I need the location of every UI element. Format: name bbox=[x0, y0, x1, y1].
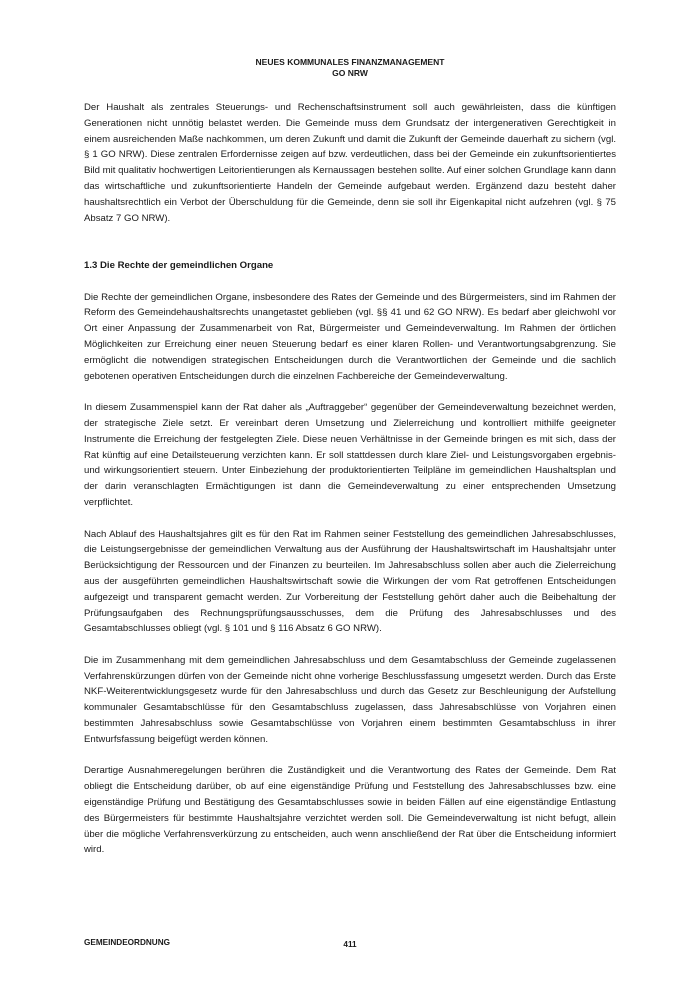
section-paragraph-4: Die im Zusammenhang mit dem gemeindlichen Jahresabschluss und dem Gesamtabschluss der Gemeinde zugelassenen Verfahrenskürzungen dürfen von der Gemeinde nicht ohne vorherige Beschlussfassung umgesetzt werden. Durch das Erste NKF-Weiterentwicklungsgesetz wurde für den Jahresabschluss und durch das Gesetz zur Beschleunigung der Aufstellung kommunaler Gesamtabschlüsse für den Gesamtabschluss zugelassen, dass Jahresabschlüsse von Vorjahren einen bestimmten Jahresabschluss sowie Gesamtabschlüsse von Vorjahren einem bestimmten Gesamtabschluss in ihrer Entwurfsfassung beigefügt werden können. bbox=[84, 654, 616, 745]
section-paragraph-3: Nach Ablauf des Haushaltsjahres gilt es für den Rat im Rahmen seiner Feststellung des gemeindlichen Jahresabschlusses, die Leistungsergebnisse der gemeindlichen Verwaltung aus der Ausführung der Haushaltswirtschaft im Haushaltsjahr unter Berücksichtigung der Ressourcen und der Finanzen zu beurteilen. Im Jahresabschluss sollen aber auch die Zielerreichung aus der ausgeführten gemeindlichen Haushaltswirtschaft sowie die Wirkungen der vom Rat getroffenen Entscheidungen aufgezeigt und transparent gemacht werden. Zur Vorbereitung der Feststellung gehört daher auch die Beibehaltung der Prüfungsaufgaben des Rechnungsprüfungsausschusses, dem die Prüfung des Jahresabschlusses und des Gesamtabschlusses obliegt (vgl. § 101 und § 116 Absatz 6 GO NRW). bbox=[84, 528, 616, 635]
page-number: 411 bbox=[343, 940, 357, 949]
section-paragraph-1: Die Rechte der gemeindlichen Organe, insbesondere des Rates der Gemeinde und des Bürgermeisters, sind im Rahmen der Reform des Gemeindehaushaltsrechts unangetastet geblieben (vgl. §§ 41 und 62 GO NRW). Es bedarf aber gleichwohl vor Ort einer Anpassung der Zusammenarbeit von Rat, Bürgermeister und Gemeindeverwaltung. Im Rahmen der örtlichen Möglichkeiten zur Erreichung einer neuen Steuerung bedarf es einer klaren Rollen- und Verantwortungsabgrenzung. Sie ermöglicht die notwendigen strategischen Entscheidungen durch die Verantwortlichen der Gemeinde und die sachlich gebotenen operativen Entscheidungen durch die einzelnen Fachbereiche der Gemeindeverwaltung. bbox=[84, 291, 616, 382]
header-subtitle: GO NRW bbox=[332, 67, 368, 78]
page-header bbox=[0, 57, 700, 78]
intro-paragraph: Der Haushalt als zentrales Steuerungs- und Rechenschaftsinstrument soll auch gewährleisten, dass die künftigen Generationen nicht unnötig belastet werden. Die Gemeinde muss dem Grundsatz der intergenerativen Gerechtigkeit in einem ausreichenden Maße nachkommen, um deren Zukunft und damit die Zukunft der Gemeinde dauerhaft zu sichern (vgl. § 1 GO NRW). Diese zentralen Erfordernisse zeigen auf bzw. verdeutlichen, dass bei der Gemeinde ein zukunftsorientiertes Bild mit qualitativ hochwertigen Leitorientierungen als Kernaussagen bestehen sollte. Auf einer solchen Grundlage kann dann das wirtschaftliche und zukunftsorientierte Handeln der Gemeinde aufgebaut werden. Ergänzend dazu besteht daher haushaltsrechtlich ein Verbot der Überschuldung für die Gemeinde, denn sie soll ihr Eigenkapital nicht aufzehren (vgl. § 75 Absatz 7 GO NRW). bbox=[84, 102, 616, 224]
footer-label: GEMEINDEORDNUNG bbox=[84, 938, 170, 947]
header-title: NEUES KOMMUNALES FINANZMANAGEMENT bbox=[255, 57, 445, 67]
section-paragraph-2: In diesem Zusammenspiel kann der Rat daher als „Auftraggeber“ gegenüber der Gemeindeverwaltung bezeichnet werden, der strategische Ziele setzt. Er vereinbart deren Umsetzung und Zielerreichung und kontrolliert mithilfe geeigneter Instrumente die Erreichung der festgelegten Ziele. Diese neuen Verhältnisse in der Gemeinde bringen es mit sich, dass der Rat künftig auf eine Detailsteuerung verzichten kann. Er soll stattdessen durch klare Ziel- und Leistungsvorgaben ergebnis- und wirkungsorientiert steuern. Unter Einbeziehung der produktorientierten Teilpläne im gemeindlichen Haushaltsplan und der darin veranschlagten Ermächtigungen ist dann die Gemeindeverwaltung zu einer entsprechenden Umsetzung verpflichtet. bbox=[84, 402, 616, 508]
section-paragraph-5: Derartige Ausnahmeregelungen berühren die Zuständigkeit und die Verantwortung des Rates der Gemeinde. Dem Rat obliegt die Entscheidung darüber, ob auf eine eigenständige Prüfung und Feststellung des Jahresabschlusses bzw. eine eigenständige Prüfung und Bestätigung des Gesamtabschlusses sowie in beiden Fällen auf eine eigenständige Entlastung des Bürgermeisters für bestimmte Haushaltsjahre verzichtet werden soll. Die Gemeindeverwaltung ist nicht befugt, allein über die mögliche Verfahrensverkürzung zu entscheiden, auch wenn anschließend der Rat über die Entscheidung informiert wird. bbox=[84, 765, 616, 856]
main-content bbox=[84, 100, 616, 874]
section-heading: 1.3 Die Rechte der gemeindlichen Organe bbox=[84, 259, 274, 271]
